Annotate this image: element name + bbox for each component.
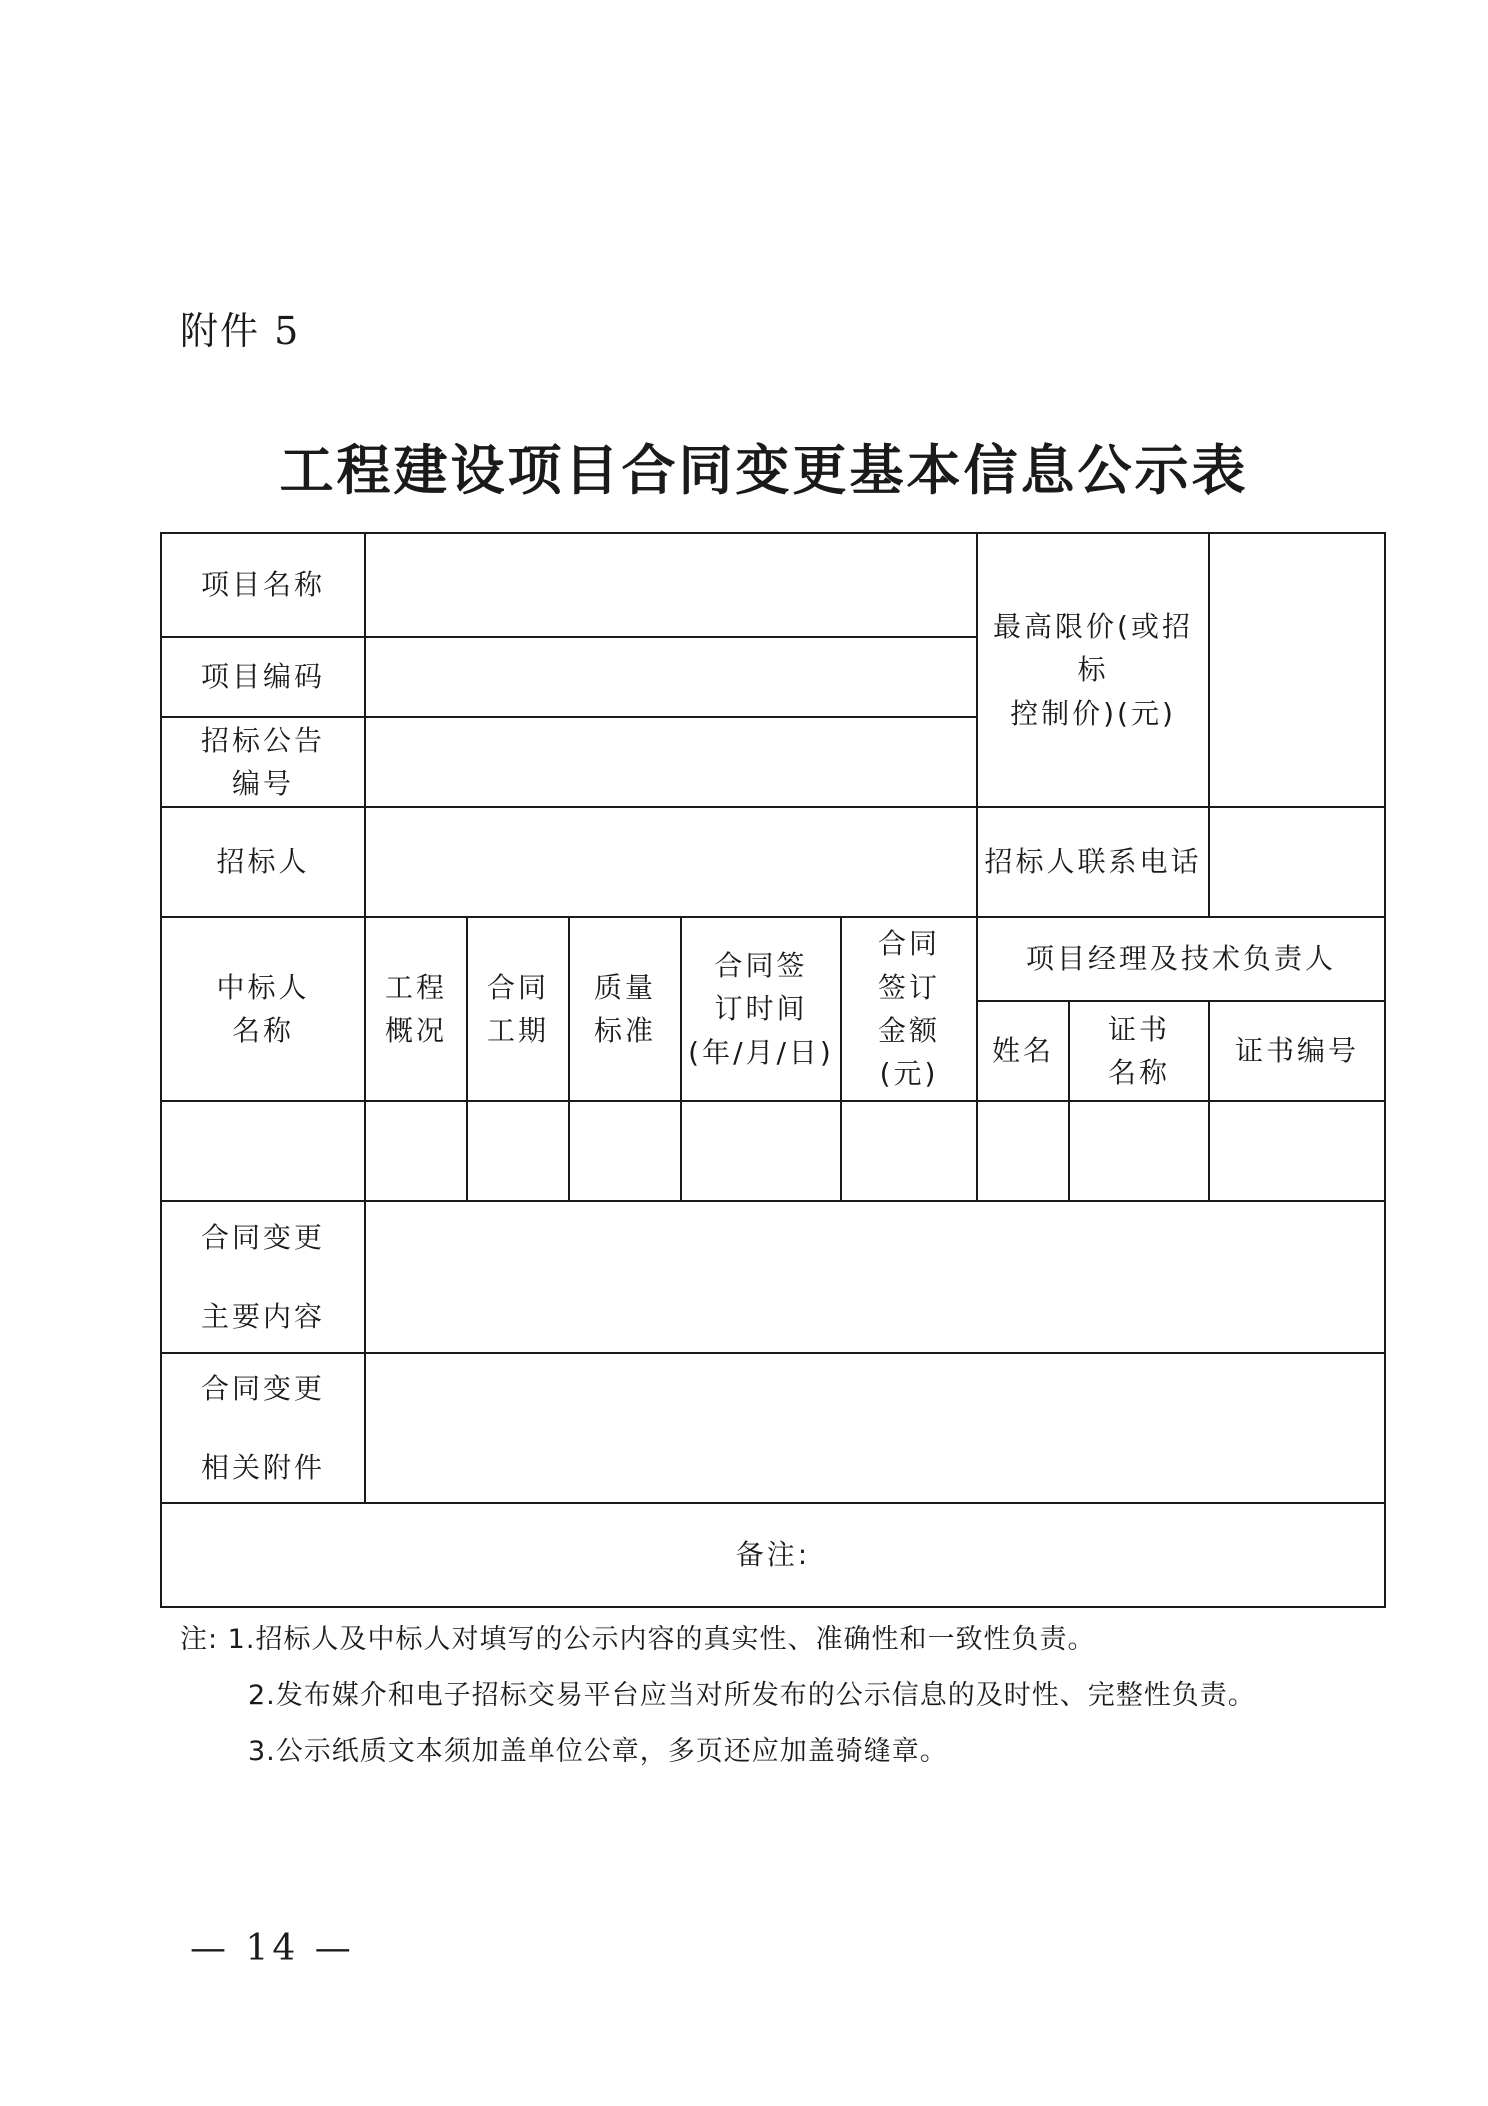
note-2: 2.发布媒介和电子招标交易平台应当对所发布的公示信息的及时性、完整性负责。 — [248, 1680, 1256, 1711]
field-remarks[interactable] — [161, 1503, 1385, 1607]
label-contract-amount: 合同 签订 金额 (元) — [841, 917, 977, 1101]
field-cert-number[interactable] — [1209, 1101, 1385, 1201]
label-project-code: 项目编码 — [161, 637, 365, 717]
field-winner-name[interactable] — [161, 1101, 365, 1201]
field-project-overview[interactable] — [365, 1101, 467, 1201]
field-change-attachments[interactable] — [365, 1353, 1385, 1503]
field-tenderer-phone[interactable] — [1209, 807, 1385, 917]
label-quality-standard: 质量 标准 — [569, 917, 681, 1101]
label-sign-time: 合同签 订时间 (年/月/日) — [681, 917, 841, 1101]
field-change-content[interactable] — [365, 1201, 1385, 1353]
label-change-attachments: 合同变更 相关附件 — [161, 1353, 365, 1503]
note-3: 3.公示纸质文本须加盖单位公章，多页还应加盖骑缝章。 — [248, 1736, 948, 1767]
field-project-code[interactable] — [365, 637, 977, 717]
label-change-content: 合同变更 主要内容 — [161, 1201, 365, 1353]
label-cert-number: 证书编号 — [1209, 1001, 1385, 1101]
disclosure-form-table — [160, 532, 1386, 1608]
label-contract-period: 合同 工期 — [467, 917, 569, 1101]
field-tenderer[interactable] — [365, 807, 977, 917]
label-tenderer: 招标人 — [161, 807, 365, 917]
table-row — [161, 1101, 1385, 1201]
page-title: 工程建设项目合同变更基本信息公示表 — [279, 438, 1249, 502]
note-1: 注: 1.招标人及中标人对填写的公示内容的真实性、准确性和一致性负责。 — [180, 1624, 1096, 1655]
field-notice-number[interactable] — [365, 717, 977, 807]
field-cert-name[interactable] — [1069, 1101, 1209, 1201]
label-project-overview: 工程 概况 — [365, 917, 467, 1101]
field-manager-name[interactable] — [977, 1101, 1069, 1201]
label-manager-name: 姓名 — [977, 1001, 1069, 1101]
label-notice-number: 招标公告 编号 — [161, 717, 365, 807]
field-sign-time[interactable] — [681, 1101, 841, 1201]
label-remarks: 备注: — [735, 1538, 811, 1572]
label-cert-name: 证书 名称 — [1069, 1001, 1209, 1101]
label-winner-name: 中标人 名称 — [161, 917, 365, 1101]
field-contract-amount[interactable] — [841, 1101, 977, 1201]
field-project-name[interactable] — [365, 533, 977, 637]
field-quality-standard[interactable] — [569, 1101, 681, 1201]
label-max-price: 最高限价(或招标 控制价)(元) — [977, 533, 1209, 807]
notes-section — [180, 1612, 1256, 1780]
label-manager-header: 项目经理及技术负责人 — [977, 917, 1385, 1001]
field-max-price[interactable] — [1209, 533, 1385, 807]
attachment-label: 附件 5 — [180, 309, 301, 353]
label-project-name: 项目名称 — [161, 533, 365, 637]
field-contract-period[interactable] — [467, 1101, 569, 1201]
label-tenderer-phone: 招标人联系电话 — [977, 807, 1209, 917]
page-number: — 14 — — [190, 1928, 355, 1969]
